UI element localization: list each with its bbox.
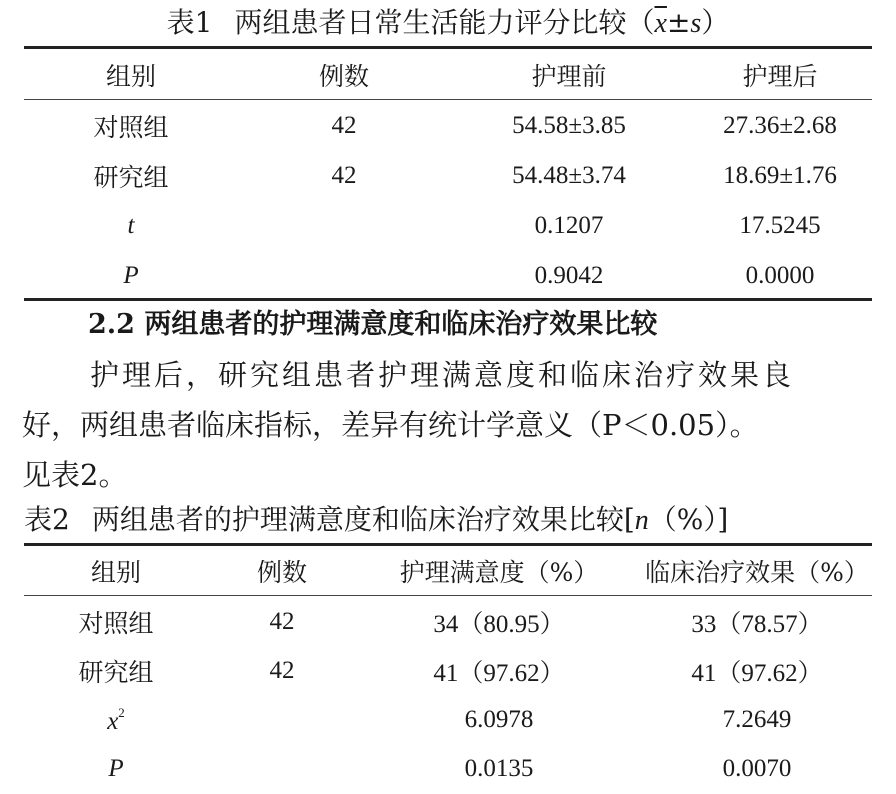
table2-cell-effect: 0.0070 [722,755,792,782]
table1-stat-label: t [127,212,135,239]
table2-cell-group: 研究组 [78,658,154,687]
table2-cell-satisfaction: 0.0135 [464,755,534,782]
table1-caption-plusminus: ± [666,6,691,39]
table2-caption-n-symbol: n [634,505,649,536]
table1-caption-mean-symbol: $\overline{x}$ [654,8,667,39]
table1-caption-text: 两组患者日常生活能力评分比较（ [234,6,655,39]
table1-cell-group: 对照组 [93,113,169,142]
table-row [24,695,872,745]
table1-header-count: 例数 [318,62,369,91]
table2-cell-satisfaction: 34（80.95） [433,611,565,638]
table-row [24,597,872,647]
table-row [24,251,872,301]
table1-cell-count: 42 [331,162,357,189]
table2-header-rule [24,595,872,596]
table1-caption-close: ） [701,6,730,39]
table1-top-rule [24,46,872,49]
table2-cell-effect: 33（78.57） [691,611,823,638]
table1-cell-before: 0.9042 [534,262,604,289]
table1-header-group: 组别 [105,62,156,91]
table-row [24,151,872,201]
table1-caption-sd-symbol: s [690,8,702,39]
table1-cell-before: 54.48±3.74 [512,162,626,189]
table-row [24,646,872,696]
table1-cell-group: 研究组 [93,163,169,192]
table1-cell-after: 0.0000 [745,262,815,289]
paragraph-line-3: 见表2。 [22,458,128,492]
table2-stat-superscript: 2 [118,704,125,720]
table2-cell-group: 对照组 [78,609,154,638]
table-row [24,101,872,151]
table-row [24,744,872,794]
table1-cell-after: 18.69±1.76 [723,162,837,189]
table1-bottom-rule [24,298,872,301]
table1-header-rule [24,99,872,100]
table1-caption-title [234,3,729,44]
table1-cell-after: 27.36±2.68 [723,112,837,139]
table1-header-before: 护理前 [531,62,607,91]
table1-caption [0,3,896,44]
table2-cell-count: 42 [269,657,295,684]
table2-cell-effect: 41（97.62） [691,660,823,687]
table2-cell-satisfaction: 41（97.62） [433,660,565,687]
table2-stat-label [24,755,208,783]
table2-header-row [24,546,872,596]
table2-cell-effect: 7.2649 [722,706,792,733]
table2-caption-text: 两组患者的护理满意度和临床治疗效果比较[ [91,503,635,536]
paragraph-line-1: 护理后，研究组患者护理满意度和临床治疗效果良 [90,358,795,392]
table2-stat-symbol: P [108,755,124,782]
table2-header-satisfaction: 护理满意度（%） [399,558,599,587]
table2-header-effect: 临床治疗效果（%） [645,558,869,587]
table2-caption [24,500,872,541]
table-row [24,201,872,251]
table1-header-after: 护理后 [742,62,818,91]
table2-caption-title [92,500,728,541]
table2-caption-tail: （%）] [648,503,729,536]
table1-header-row [24,50,872,100]
table1-caption-number: 表1 [166,6,213,39]
table2-stat-label [24,705,208,736]
table2-cell-satisfaction: 6.0978 [464,706,534,733]
table1-cell-after: 17.5245 [739,212,821,239]
table2-header-group: 组别 [90,558,141,587]
table1-stat-label: P [123,262,139,289]
table1-cell-before: 0.1207 [534,212,604,239]
table2-cell-count: 42 [269,608,295,635]
section-heading: 2.2 两组患者的护理满意度和临床治疗效果比较 [88,309,658,340]
table2-caption-number: 表2 [24,503,70,536]
table1-cell-count: 42 [331,112,357,139]
table1-cell-before: 54.58±3.85 [512,112,626,139]
table2-stat-symbol: x [107,707,119,735]
paragraph-line-2: 好，两组患者临床指标，差异有统计学意义（P＜0.05）。 [22,408,759,442]
table2-header-count: 例数 [256,558,307,587]
